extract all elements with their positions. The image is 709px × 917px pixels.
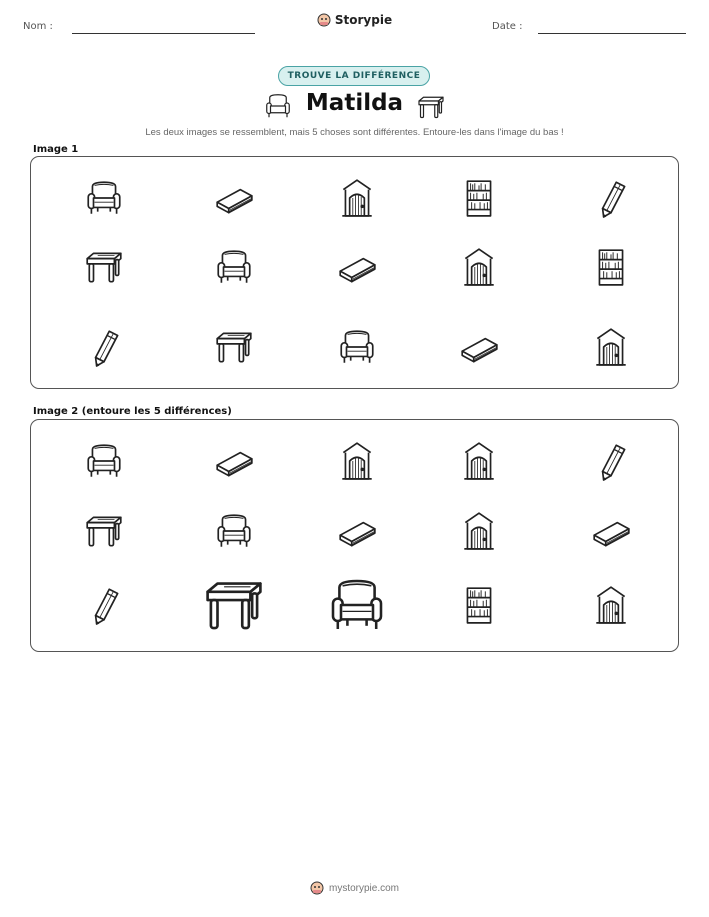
image1-armchair-icon[interactable] <box>213 246 255 288</box>
image2-bookshelf-icon[interactable] <box>458 584 500 626</box>
date-line[interactable] <box>538 33 686 34</box>
image2-pencil-icon[interactable] <box>590 440 632 482</box>
brand-name: Storypie <box>334 13 393 27</box>
image2-armchair-icon[interactable] <box>83 440 125 482</box>
image1-door-icon[interactable] <box>336 177 378 219</box>
image1-bookshelf-icon[interactable] <box>590 246 632 288</box>
image1-table-icon[interactable] <box>213 326 255 368</box>
image2-book-icon[interactable] <box>590 510 632 552</box>
activity-badge: TROUVE LA DIFFÉRENCE <box>278 66 430 86</box>
footer <box>0 881 709 895</box>
image1-label: Image 1 <box>33 144 79 155</box>
storypie-mascot-icon <box>310 881 324 895</box>
image2-table-icon[interactable] <box>83 510 125 552</box>
image2-door-icon[interactable] <box>590 584 632 626</box>
name-line[interactable] <box>72 33 255 34</box>
image1-door-icon[interactable] <box>590 326 632 368</box>
image2-book-icon[interactable] <box>213 440 255 482</box>
image1-book-icon[interactable] <box>458 326 500 368</box>
image1-armchair-icon[interactable] <box>83 177 125 219</box>
image2-book-icon[interactable] <box>336 510 378 552</box>
image1-bookshelf-icon[interactable] <box>458 177 500 219</box>
image1-book-icon[interactable] <box>336 246 378 288</box>
image2-label: Image 2 (entoure les 5 différences) <box>33 406 232 417</box>
storypie-mascot-icon <box>317 13 331 27</box>
name-label: Nom : <box>23 21 53 32</box>
title-table-icon <box>416 92 446 122</box>
image2-door-icon[interactable] <box>336 440 378 482</box>
image2-door-icon[interactable] <box>458 510 500 552</box>
image1-table-icon[interactable] <box>83 246 125 288</box>
brand-logo <box>0 13 709 27</box>
image2-armchair-icon[interactable] <box>325 573 389 637</box>
image2-door-icon[interactable] <box>458 440 500 482</box>
footer-site: mystorypie.com <box>328 882 399 894</box>
image1-pencil-icon[interactable] <box>83 326 125 368</box>
date-label: Date : <box>492 21 523 32</box>
page-title: Matilda <box>305 90 404 116</box>
instructions: Les deux images se ressemblent, mais 5 choses sont différentes. Entoure-les dans l'image du bas ! <box>145 127 564 138</box>
image2-armchair-icon[interactable] <box>213 510 255 552</box>
image1-pencil-icon[interactable] <box>590 177 632 219</box>
image1-book-icon[interactable] <box>213 177 255 219</box>
image1-door-icon[interactable] <box>458 246 500 288</box>
image1-armchair-icon[interactable] <box>336 326 378 368</box>
image2-table-icon[interactable] <box>201 572 267 638</box>
image2-pencil-icon[interactable] <box>83 584 125 626</box>
